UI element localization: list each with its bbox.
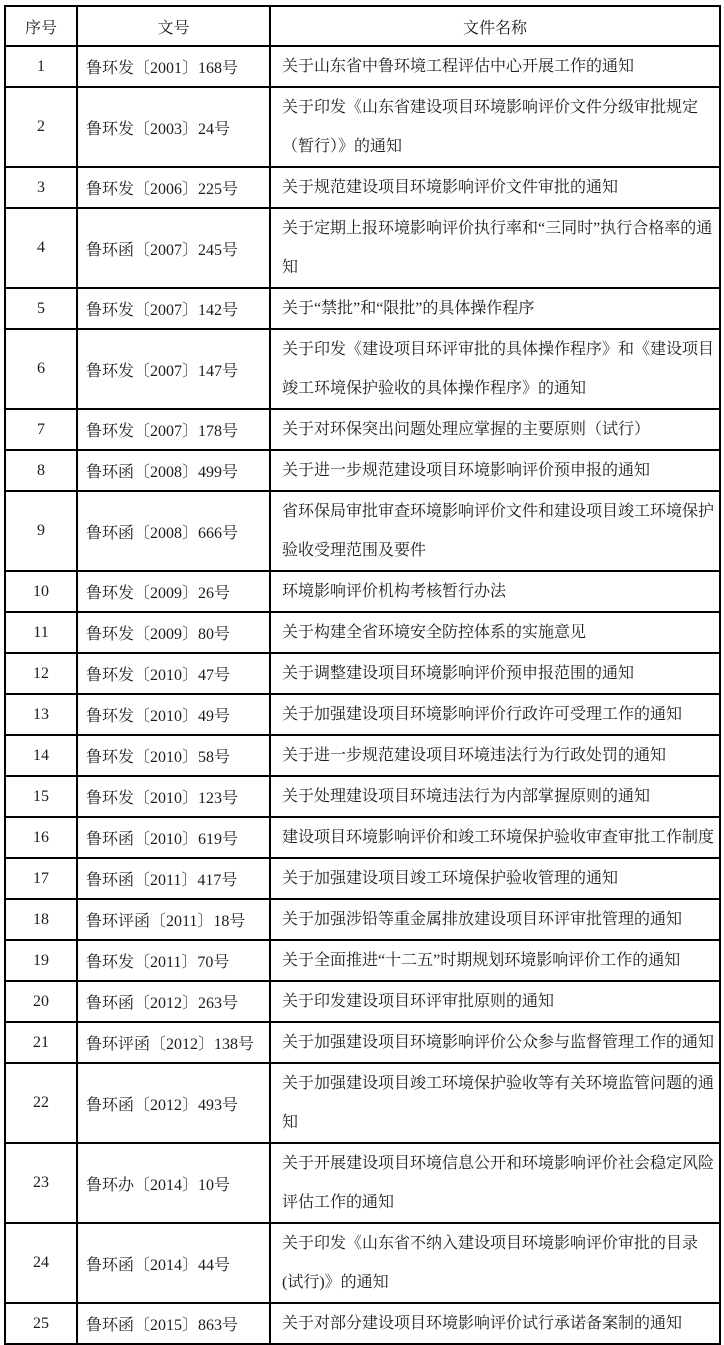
doc-number-cell: 鲁环发〔2009〕80号	[77, 612, 270, 653]
table-row	[5, 167, 720, 208]
doc-number-cell: 鲁环函〔2011〕417号	[77, 858, 270, 899]
row-number-cell: 22	[5, 1063, 77, 1143]
doc-title-cell: 关于全面推进“十二五”时期规划环境影响评价工作的通知	[270, 940, 720, 981]
doc-title-cell: 关于加强建设项目竣工环境保护验收等有关环境监管问题的通知	[270, 1063, 720, 1143]
table-row	[5, 981, 720, 1022]
table-row	[5, 46, 720, 87]
row-number-cell: 15	[5, 776, 77, 817]
table-row	[5, 1063, 720, 1143]
row-number-cell: 12	[5, 653, 77, 694]
doc-title-cell: 关于山东省中鲁环境工程评估中心开展工作的通知	[270, 46, 720, 87]
doc-number-cell: 鲁环发〔2010〕47号	[77, 653, 270, 694]
row-number-cell: 1	[5, 46, 77, 87]
doc-title-cell: 关于构建全省环境安全防控体系的实施意见	[270, 612, 720, 653]
row-number-cell: 13	[5, 694, 77, 735]
doc-title-cell: 关于印发《山东省不纳入建设项目环境影响评价审批的目录(试行)》的通知	[270, 1223, 720, 1303]
row-number-cell: 24	[5, 1223, 77, 1303]
doc-title-cell: 关于调整建设项目环境影响评价预申报范围的通知	[270, 653, 720, 694]
row-number-cell: 11	[5, 612, 77, 653]
row-number-cell: 17	[5, 858, 77, 899]
header-document-name: 文件名称	[270, 6, 720, 46]
doc-number-cell: 鲁环办〔2014〕10号	[77, 1143, 270, 1223]
row-number-cell: 25	[5, 1303, 77, 1344]
doc-title-cell: 环境影响评价机构考核暂行办法	[270, 571, 720, 612]
doc-number-cell: 鲁环发〔2001〕168号	[77, 46, 270, 87]
document-page	[0, 5, 724, 1334]
doc-title-cell: 关于印发建设项目环评审批原则的通知	[270, 981, 720, 1022]
doc-number-cell: 鲁环函〔2010〕619号	[77, 817, 270, 858]
doc-number-cell: 鲁环发〔2003〕24号	[77, 87, 270, 167]
row-number-cell: 5	[5, 288, 77, 329]
doc-number-cell: 鲁环函〔2007〕245号	[77, 208, 270, 288]
table-row	[5, 1022, 720, 1063]
doc-title-cell: 关于“禁批”和“限批”的具体操作程序	[270, 288, 720, 329]
table-row	[5, 409, 720, 450]
doc-title-cell: 关于对环保突出问题处理应掌握的主要原则（试行）	[270, 409, 720, 450]
doc-title-cell: 关于开展建设项目环境信息公开和环境影响评价社会稳定风险评估工作的通知	[270, 1143, 720, 1223]
row-number-cell: 3	[5, 167, 77, 208]
row-number-cell: 19	[5, 940, 77, 981]
table-row	[5, 858, 720, 899]
doc-title-cell: 关于规范建设项目环境影响评价文件审批的通知	[270, 167, 720, 208]
table-row	[5, 208, 720, 288]
doc-number-cell: 鲁环发〔2007〕142号	[77, 288, 270, 329]
documents-table	[4, 5, 721, 1345]
table-header-row	[5, 6, 720, 46]
table-row	[5, 735, 720, 776]
doc-title-cell: 关于印发《建设项目环评审批的具体操作程序》和《建设项目竣工环境保护验收的具体操作程序》的通知	[270, 329, 720, 409]
row-number-cell: 10	[5, 571, 77, 612]
table-row	[5, 612, 720, 653]
doc-number-cell: 鲁环函〔2012〕493号	[77, 1063, 270, 1143]
table-row	[5, 329, 720, 409]
doc-title-cell: 关于进一步规范建设项目环境违法行为行政处罚的通知	[270, 735, 720, 776]
doc-number-cell: 鲁环发〔2006〕225号	[77, 167, 270, 208]
doc-title-cell: 关于加强建设项目竣工环境保护验收管理的通知	[270, 858, 720, 899]
row-number-cell: 16	[5, 817, 77, 858]
table-row	[5, 653, 720, 694]
table-row	[5, 1143, 720, 1223]
table-row	[5, 776, 720, 817]
doc-number-cell: 鲁环发〔2010〕49号	[77, 694, 270, 735]
doc-title-cell: 关于进一步规范建设项目环境影响评价预申报的通知	[270, 450, 720, 491]
doc-title-cell: 关于处理建设项目环境违法行为内部掌握原则的通知	[270, 776, 720, 817]
table-row	[5, 694, 720, 735]
doc-title-cell: 关于印发《山东省建设项目环境影响评价文件分级审批规定（暂行）》的通知	[270, 87, 720, 167]
doc-number-cell: 鲁环发〔2010〕123号	[77, 776, 270, 817]
table-row	[5, 1303, 720, 1344]
row-number-cell: 21	[5, 1022, 77, 1063]
table-row	[5, 940, 720, 981]
row-number-cell: 9	[5, 491, 77, 571]
table-row	[5, 899, 720, 940]
row-number-cell: 2	[5, 87, 77, 167]
row-number-cell: 18	[5, 899, 77, 940]
doc-number-cell: 鲁环评函〔2012〕138号	[77, 1022, 270, 1063]
row-number-cell: 7	[5, 409, 77, 450]
doc-number-cell: 鲁环函〔2008〕499号	[77, 450, 270, 491]
row-number-cell: 23	[5, 1143, 77, 1223]
doc-number-cell: 鲁环发〔2007〕178号	[77, 409, 270, 450]
table-row	[5, 491, 720, 571]
table-row	[5, 87, 720, 167]
doc-number-cell: 鲁环函〔2014〕44号	[77, 1223, 270, 1303]
header-document-number: 文号	[77, 6, 270, 46]
doc-title-cell: 关于加强涉铅等重金属排放建设项目环评审批管理的通知	[270, 899, 720, 940]
row-number-cell: 14	[5, 735, 77, 776]
row-number-cell: 20	[5, 981, 77, 1022]
doc-title-cell: 关于对部分建设项目环境影响评价试行承诺备案制的通知	[270, 1303, 720, 1344]
table-row	[5, 1223, 720, 1303]
table-row	[5, 288, 720, 329]
table-row	[5, 571, 720, 612]
row-number-cell: 6	[5, 329, 77, 409]
doc-title-cell: 关于定期上报环境影响评价执行率和“三同时”执行合格率的通知	[270, 208, 720, 288]
doc-number-cell: 鲁环发〔2009〕26号	[77, 571, 270, 612]
row-number-cell: 8	[5, 450, 77, 491]
doc-title-cell: 关于加强建设项目环境影响评价行政许可受理工作的通知	[270, 694, 720, 735]
row-number-cell: 4	[5, 208, 77, 288]
doc-number-cell: 鲁环发〔2007〕147号	[77, 329, 270, 409]
doc-title-cell: 关于加强建设项目环境影响评价公众参与监督管理工作的通知	[270, 1022, 720, 1063]
doc-number-cell: 鲁环发〔2011〕70号	[77, 940, 270, 981]
doc-number-cell: 鲁环函〔2015〕863号	[77, 1303, 270, 1344]
table-row	[5, 450, 720, 491]
doc-title-cell: 建设项目环境影响评价和竣工环境保护验收审查审批工作制度	[270, 817, 720, 858]
doc-number-cell: 鲁环发〔2010〕58号	[77, 735, 270, 776]
doc-number-cell: 鲁环评函〔2011〕18号	[77, 899, 270, 940]
doc-number-cell: 鲁环函〔2008〕666号	[77, 491, 270, 571]
table-row	[5, 817, 720, 858]
doc-number-cell: 鲁环函〔2012〕263号	[77, 981, 270, 1022]
doc-title-cell: 省环保局审批审查环境影响评价文件和建设项目竣工环境保护验收受理范围及要件	[270, 491, 720, 571]
header-serial-number: 序号	[5, 6, 77, 46]
